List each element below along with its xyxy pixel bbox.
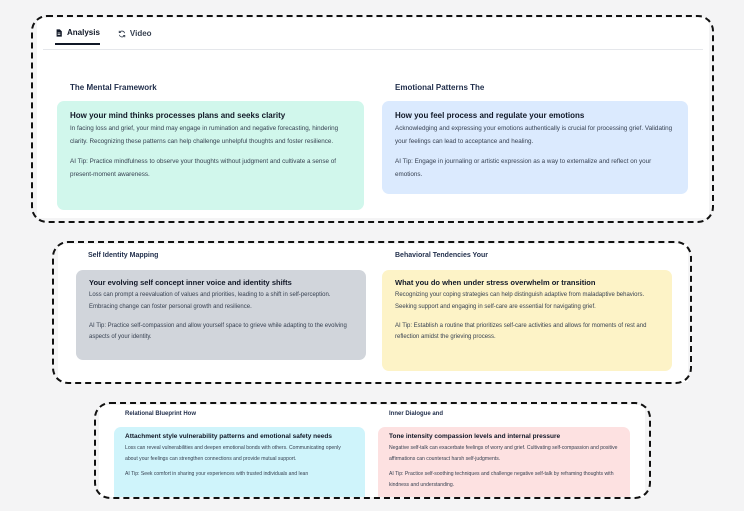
- tab-analysis[interactable]: [55, 28, 100, 45]
- analysis-panel: [37, 18, 709, 218]
- card-ai-tip: AI Tip: Engage in journaling or artistic expression as a way to externalize and reflect on your emotions.: [395, 158, 652, 178]
- insight-card: [57, 101, 364, 210]
- section-heading: Inner Dialogue and: [389, 411, 444, 417]
- card-body: Loss can reveal vulnerabilities and deepen emotional bonds with others. Communicating openly about your feelings can strengthen connections and provide mutual support.: [125, 445, 341, 462]
- insight-card: [382, 101, 688, 194]
- card-title: How you feel process and regulate your emotions: [395, 111, 585, 120]
- tab-label: Analysis: [67, 28, 100, 37]
- refresh-icon: [118, 30, 126, 38]
- card-body: Negative self-talk can exacerbate feelings of worry and grief. Cultivating self-compassion and positive affirmations can counteract harsh self-judgments.: [389, 445, 618, 462]
- card-ai-tip: AI Tip: Seek comfort in sharing your experiences with trusted individuals and lean: [125, 471, 309, 478]
- tab-bar: [55, 28, 152, 45]
- section-heading: Behavioral Tendencies Your: [395, 252, 488, 259]
- card-title: Your evolving self concept inner voice and identity shifts: [89, 278, 292, 287]
- tab-label: Video: [129, 29, 152, 38]
- section-heading: Relational Blueprint How: [125, 411, 197, 417]
- card-ai-tip: AI Tip: Practice self-compassion and allow yourself space to grieve while adapting to the evolving aspects of your identity.: [89, 322, 347, 341]
- insight-card: [382, 270, 672, 371]
- card-body: Acknowledging and expressing your emotions authentically is crucial for processing grief. Validating your feelings can lead to acceptance and healing.: [395, 125, 673, 145]
- card-title: Tone intensity compassion levels and internal pressure: [389, 433, 561, 440]
- section-heading: Emotional Patterns The: [395, 83, 485, 92]
- insight-card: [114, 427, 365, 497]
- section-heading: The Mental Framework: [70, 83, 157, 92]
- insight-card: [378, 427, 630, 497]
- analysis-panel: [58, 244, 688, 382]
- card-ai-tip: AI Tip: Practice self-soothing techniques and challenge negative self-talk by reframing thoughts with kindness and understanding.: [389, 471, 614, 488]
- card-ai-tip: AI Tip: Practice mindfulness to observe your thoughts without judgment and cultivate a sense of present-moment awareness.: [70, 158, 337, 178]
- card-title: What you do when under stress overwhelm or transition: [395, 278, 596, 287]
- card-body: Recognizing your coping strategies can help distinguish adaptive from maladaptive behaviors. Seeking support and engaging in self-care are essential for navigating grief.: [395, 292, 645, 310]
- card-ai-tip: AI Tip: Establish a routine that prioritizes self-care activities and allows for moments of rest and reflection amidst the grieving process.: [395, 322, 647, 341]
- insight-card: [76, 270, 366, 360]
- card-body: In facing loss and grief, your mind may engage in rumination and negative forecasting, hindering clarity. Recognizing these patterns can help challenge unhelpful thoughts and foster resilience.: [70, 125, 339, 145]
- card-title: Attachment style vulnerability patterns and emotional safety needs: [125, 433, 332, 440]
- section-heading: Self Identity Mapping: [88, 252, 159, 259]
- card-body: Loss can prompt a reevaluation of values and priorities, leading to a shift in self-perception. Embracing change can foster personal growth and resilience.: [89, 292, 331, 310]
- tab-divider: [43, 49, 703, 50]
- card-title: How your mind thinks processes plans and seeks clarity: [70, 111, 286, 120]
- analysis-panel: [99, 405, 645, 497]
- tab-video[interactable]: [118, 28, 152, 45]
- document-icon: [55, 29, 63, 37]
